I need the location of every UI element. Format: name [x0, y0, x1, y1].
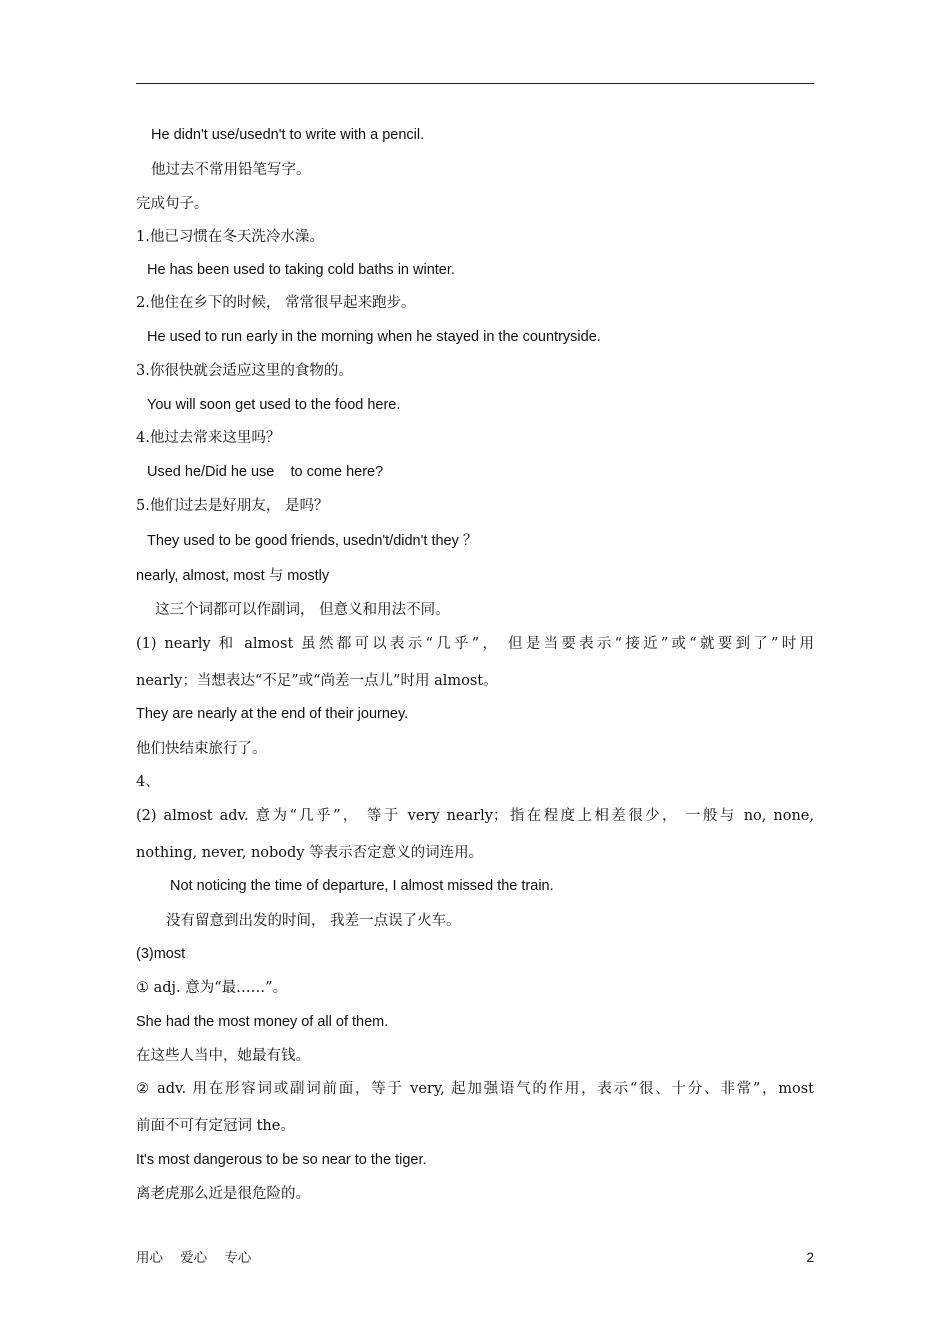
exercise-heading: 完成句子。 — [136, 196, 209, 212]
paragraph: 前面不可有定冠词 the。 — [136, 1118, 295, 1134]
exercise-answer: You will soon get used to the food here. — [147, 397, 401, 413]
translation: 没有留意到出发的时间， 我差一点误了火车。 — [166, 913, 461, 929]
exercise-item: 5.他们过去是好朋友， 是吗？ — [136, 498, 329, 514]
exercise-item: 1.他已习惯在冬天洗冷水澡。 — [136, 229, 324, 245]
exercise-answer: He has been used to taking cold baths in winter. — [147, 262, 455, 278]
paragraph: nothing, never, nobody 等表示否定意义的词连用。 — [136, 845, 484, 861]
example-sentence: It's most dangerous to be so near to the tiger. — [136, 1152, 427, 1168]
paragraph: nearly；当想表达“不足”或“尚差一点儿”时用 almost。 — [136, 673, 498, 689]
list-item: ① adj. 意为“最……”。 — [136, 980, 288, 996]
section-heading: nearly, almost, most 与 mostly — [136, 568, 330, 584]
example-sentence: They are nearly at the end of their journey. — [136, 706, 409, 722]
translation: 在这些人当中，她最有钱。 — [136, 1048, 310, 1064]
example-sentence: Not noticing the time of departure, I almost missed the train. — [170, 878, 554, 894]
stray-label: 4、 — [136, 774, 160, 790]
translation: 他过去不常用铅笔写字。 — [151, 162, 311, 178]
footer-motto: 用心 爱心 专心 — [136, 1250, 252, 1266]
paragraph: (2) almost adv. 意为“几乎”， 等于 very nearly；指在程度上相差很少， 一般与 no, none, — [136, 808, 814, 824]
translation: 离老虎那么近是很危险的。 — [136, 1186, 310, 1202]
section-heading: (3)most — [136, 946, 186, 962]
exercise-answer: He used to run early in the morning when he stayed in the countryside. — [147, 329, 601, 345]
exercise-item: 4.他过去常来这里吗？ — [136, 430, 281, 446]
exercise-answer: They used to be good friends, usedn't/didn't they ？ — [147, 533, 478, 549]
header-rule — [136, 83, 814, 84]
list-item: ② adv. 用在形容词或副词前面，等于 very, 起加强语气的作用，表示“很、十分、非常”，most — [136, 1081, 814, 1097]
translation: 他们快结束旅行了。 — [136, 741, 267, 757]
example-sentence: She had the most money of all of them. — [136, 1014, 389, 1030]
paragraph: 这三个词都可以作副词， 但意义和用法不同。 — [155, 602, 450, 618]
exercise-answer: Used he/Did he use to come here? — [147, 464, 384, 480]
page-number: 2 — [806, 1250, 814, 1265]
example-sentence: He didn't use/usedn't to write with a pencil. — [151, 127, 425, 143]
exercise-item: 2.他住在乡下的时候， 常常很早起来跑步。 — [136, 295, 416, 311]
paragraph: (1) nearly 和 almost 虽然都可以表示“几乎”， 但是当要表示“接近”或“就要到了”时用 — [136, 636, 814, 652]
exercise-item: 3.你很快就会适应这里的食物的。 — [136, 363, 353, 379]
